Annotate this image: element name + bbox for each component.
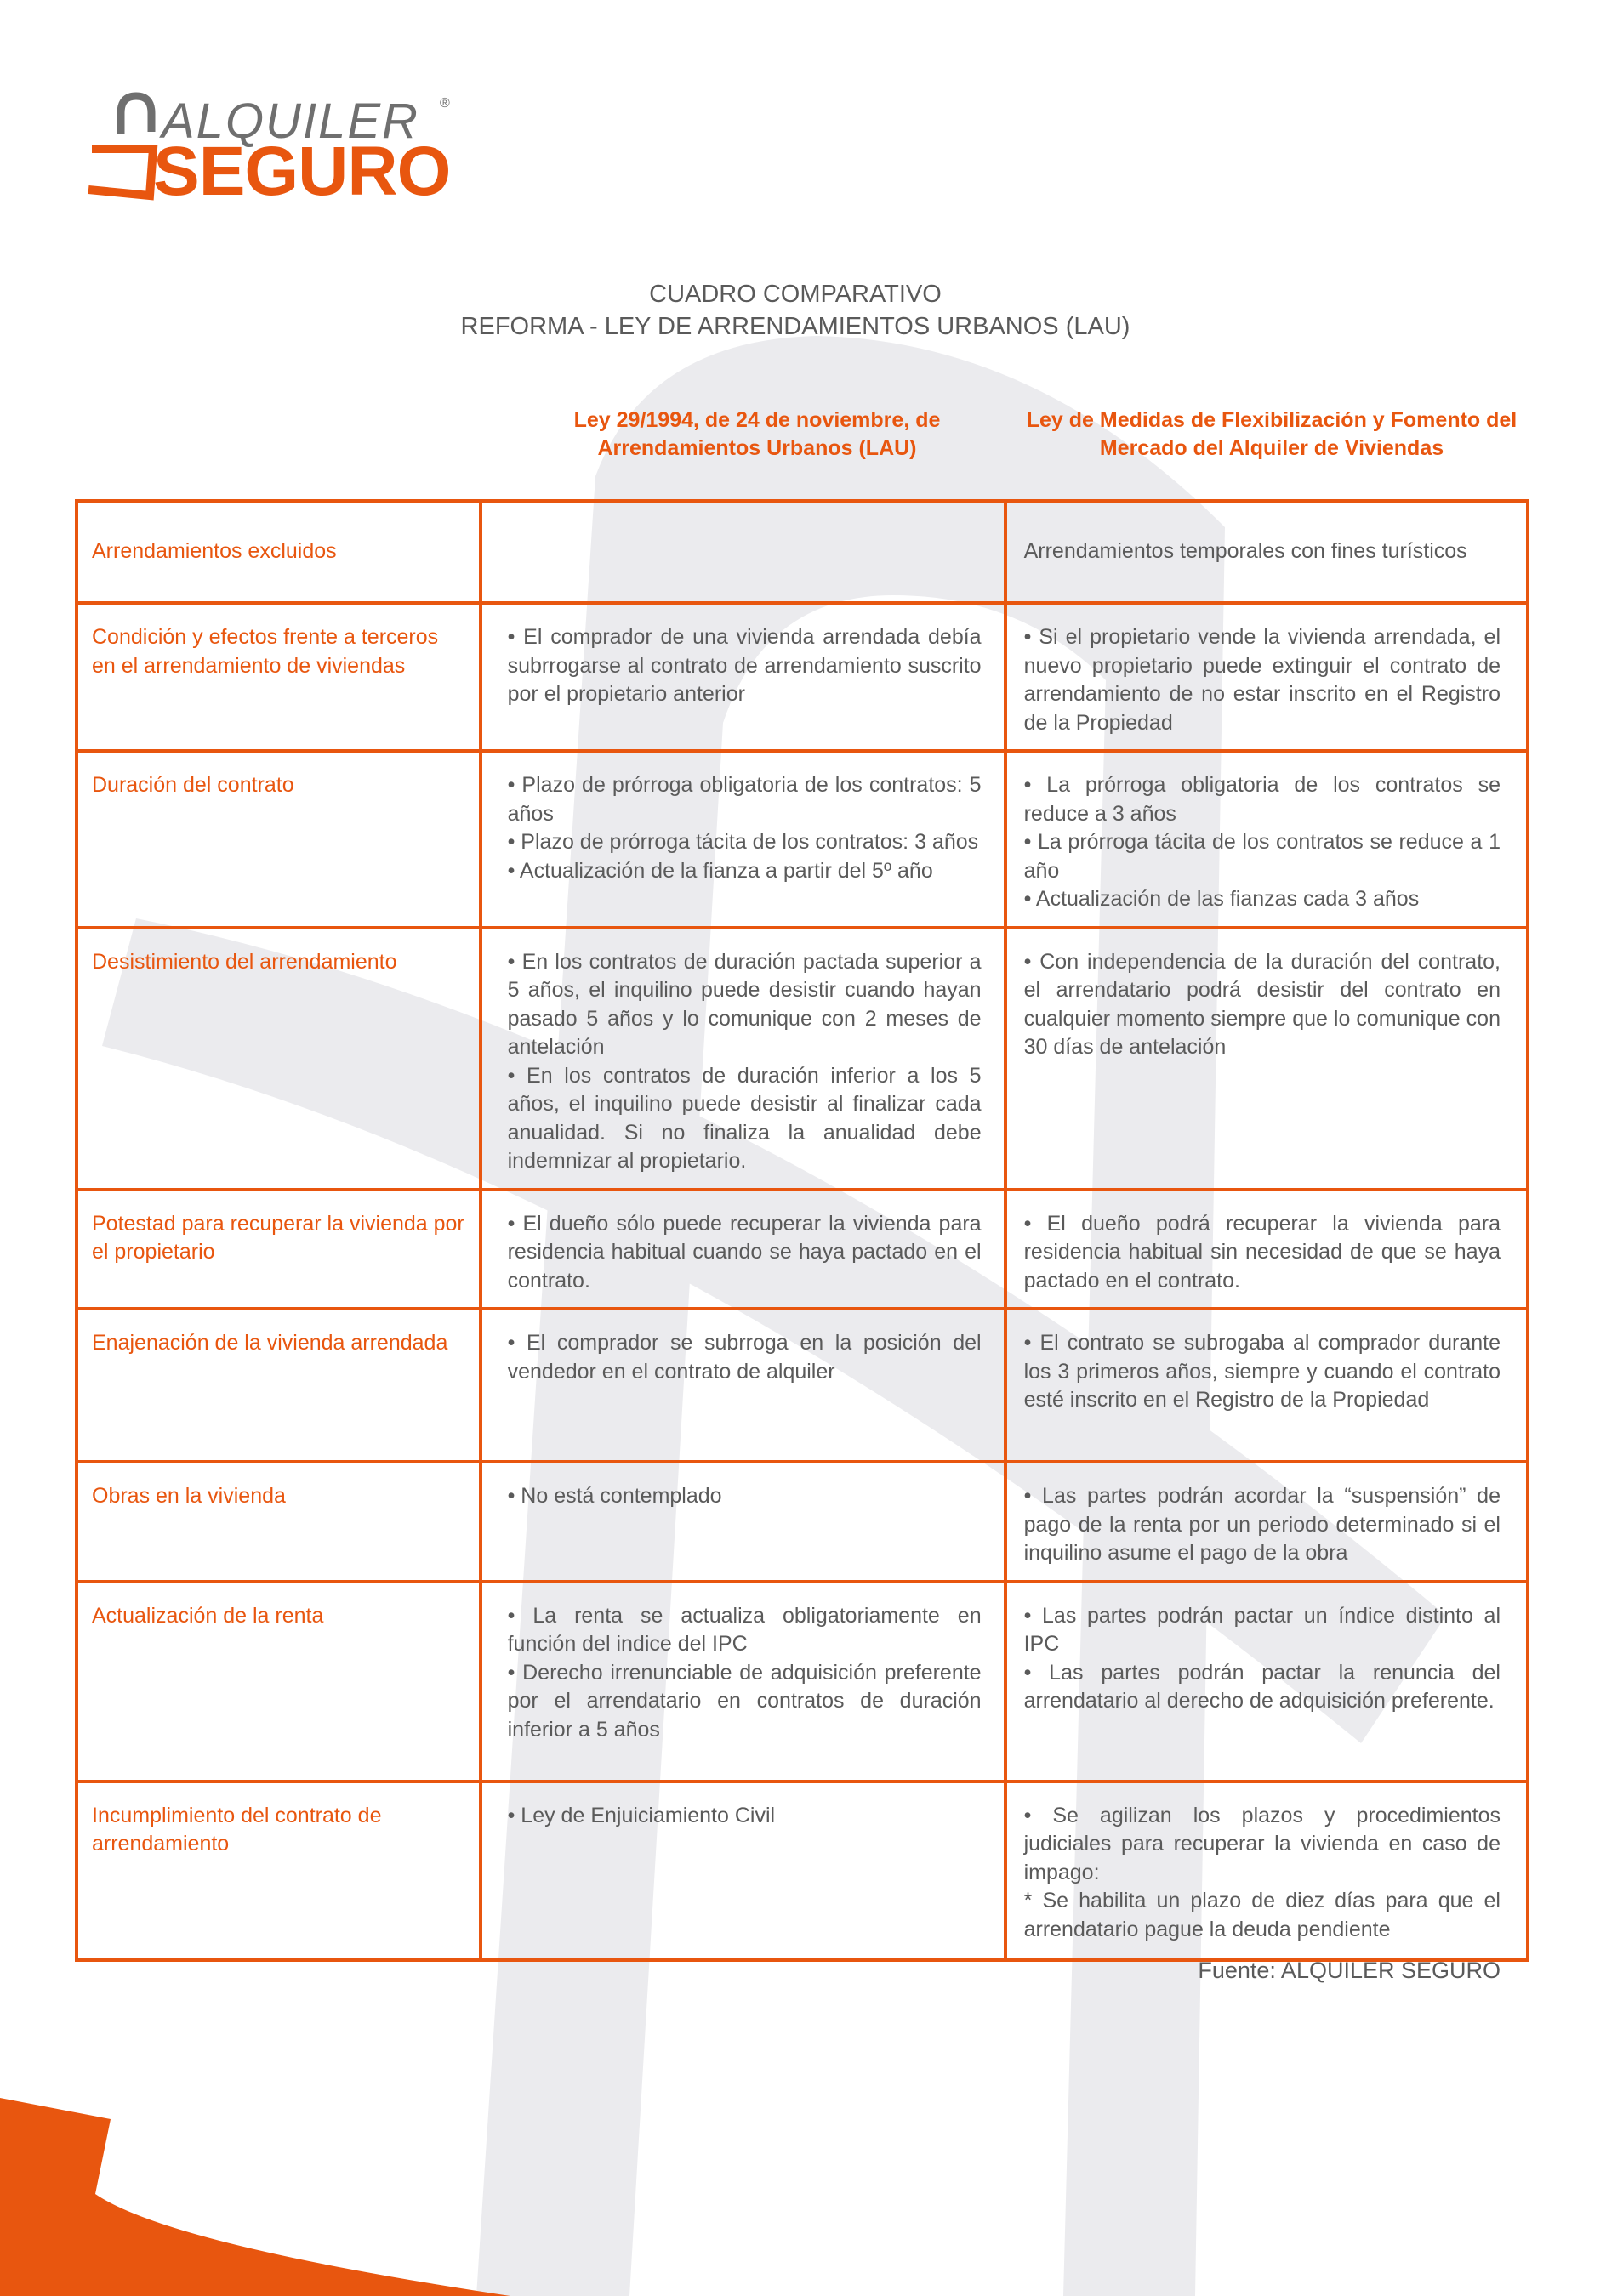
alquiler-seguro-logo [85,89,459,210]
cell-paragraph: • Ley de Enjuiciamiento Civil [507,1803,776,1827]
cell-paragraph: • Plazo de prórroga obligatoria de los contratos: 5 años [507,773,982,826]
column-header-new-law: Ley de Medidas de Flexibilización y Fomento del Mercado del Alquiler de Viviendas [1026,408,1518,460]
new-law-cell [1005,928,1528,1190]
lau-1994-cell [481,751,1005,928]
cell-paragraph: • El dueño podrá recuperar la vivienda para residencia habitual sin necesidad de que se haya pactado en el contrato. [1023,1211,1501,1293]
row-label: Desistimiento del arrendamiento [92,949,397,974]
lau-1994-cell [481,928,1005,1190]
row-label: Condición y efectos frente a terceros en el arrendamiento de viviendas [92,625,439,678]
new-law-cell [1005,1190,1528,1310]
new-law-cell [1005,1582,1528,1782]
cell-paragraph: • El contrato se subrogaba al comprador durante los 3 primeros años, siempre y cuando el contrato esté inscrito en el Registro de la Propiedad [1023,1331,1501,1412]
comparison-table-body [77,501,1528,1960]
row-label: Potestad para recuperar la vivienda por el propietario [92,1211,464,1264]
row-label: Obras en la vivienda [92,1484,286,1508]
row-label: Incumplimiento del contrato de arrendamiento [92,1803,382,1856]
table-row [77,1582,1528,1782]
cell-paragraph: • Las partes podrán pactar la renuncia del arrendatario al derecho de adquisición preferente. [1023,1660,1501,1713]
cell-paragraph: • La prórroga obligatoria de los contratos se reduce a 3 años [1023,773,1501,826]
row-label: Actualización de la renta [92,1603,324,1628]
cell-paragraph: • El comprador de una vivienda arrendada debía subrrogarse al contrato de arrendamiento suscrito por el propietario anterior [507,625,982,706]
row-label: Duración del contrato [92,773,294,797]
table-row [77,1309,1528,1462]
cell-paragraph: • No está contemplado [507,1484,722,1508]
row-label-cell [77,501,481,603]
cell-paragraph: • En los contratos de duración pactada superior a 5 años, el inquilino puede desistir cuando hayan pasado 5 años y lo comunique con 2 meses de antelación [507,949,982,1059]
comparison-table [75,499,1529,1962]
lau-1994-cell [481,1462,1005,1582]
document-subtitle: REFORMA - LEY DE ARRENDAMIENTOS URBANOS (LAU) [460,313,1130,340]
table-row [77,501,1528,603]
row-label-cell [77,928,481,1190]
row-label-cell [77,1462,481,1582]
cell-paragraph: • Se agilizan los plazos y procedimientos judiciales para recuperar la vivienda en caso de impago: [1023,1803,1501,1884]
new-law-cell [1005,501,1528,603]
cell-paragraph: • Si el propietario vende la vivienda arrendada, el nuevo propietario puede extinguir el contrato de arrendamiento de no estar inscrito en el Registro de la Propiedad [1023,625,1501,735]
lau-1994-cell [481,1190,1005,1310]
cell-paragraph: * Se habilita un plazo de diez días para que el arrendatario pague la deuda pendiente [1023,1889,1501,1941]
cell-paragraph: Arrendamientos temporales con fines turísticos [1023,539,1467,564]
logo-text-seguro: SEGURO [153,133,451,210]
column-header-lau-1994: Ley 29/1994, de 24 de noviembre, de Arrendamientos Urbanos (LAU) [573,408,941,460]
cell-paragraph: • La renta se actualiza obligatoriamente en función del indice del IPC [507,1603,982,1656]
cell-paragraph: • El comprador se subrroga en la posición del vendedor en el contrato de alquiler [507,1331,982,1384]
cell-paragraph: • En los contratos de duración inferior a los 5 años, el inquilino puede desistir al finalizar cada anualidad. Si no finaliza la anualidad debe indemnizar al propietario. [507,1063,982,1173]
lau-1994-cell [481,1582,1005,1782]
table-row [77,1190,1528,1310]
cell-paragraph: • Plazo de prórroga tácita de los contratos: 3 años [507,830,979,854]
logo-text-alquiler: ALQUILER [162,94,419,149]
cell-paragraph: • Las partes podrán acordar la “suspensión” de pago de la renta por un periodo determinado si el inquilino asume el pago de la obra [1023,1484,1501,1565]
document-title: CUADRO COMPARATIVO [649,281,942,308]
table-row [77,1462,1528,1582]
row-label: Arrendamientos excluidos [92,539,337,564]
cell-paragraph: • Derecho irrenunciable de adquisición preferente por el arrendatario en contratos de duración inferior a 5 años [507,1660,982,1742]
row-label-cell [77,1190,481,1310]
new-law-cell [1005,1782,1528,1960]
row-label: Enajenación de la vivienda arrendada [92,1331,448,1355]
row-label-cell [77,603,481,751]
row-label-cell [77,1309,481,1462]
lau-1994-cell [481,603,1005,751]
cell-paragraph: • Las partes podrán pactar un índice distinto al IPC [1023,1603,1501,1656]
table-row [77,928,1528,1190]
registered-mark: ® [440,96,450,111]
table-row [77,603,1528,751]
lau-1994-cell [481,501,1005,603]
table-row [77,1782,1528,1960]
new-law-cell [1005,751,1528,928]
cell-paragraph: • Con independencia de la duración del contrato, el arrendatario podrá desistir del contrato en cualquier momento siempre que lo comunique con 30 días de antelación [1023,949,1501,1059]
table-row [77,751,1528,928]
cell-paragraph: • Actualización de la fianza a partir del 5º año [507,858,933,883]
lau-1994-cell [481,1309,1005,1462]
cell-paragraph: • Actualización de las fianzas cada 3 años [1023,887,1420,911]
cell-paragraph: • La prórroga tácita de los contratos se reduce a 1 año [1023,830,1501,883]
row-label-cell [77,1582,481,1782]
source-note: Fuente: ALQUILER SEGURO [1198,1958,1501,1983]
row-label-cell [77,1782,481,1960]
row-label-cell [77,751,481,928]
new-law-cell [1005,603,1528,751]
orange-corner-shape [0,2098,510,2296]
new-law-cell [1005,1462,1528,1582]
lau-1994-cell [481,1782,1005,1960]
cell-paragraph: • El dueño sólo puede recuperar la vivienda para residencia habitual cuando se haya pactado en el contrato. [507,1211,982,1293]
new-law-cell [1005,1309,1528,1462]
